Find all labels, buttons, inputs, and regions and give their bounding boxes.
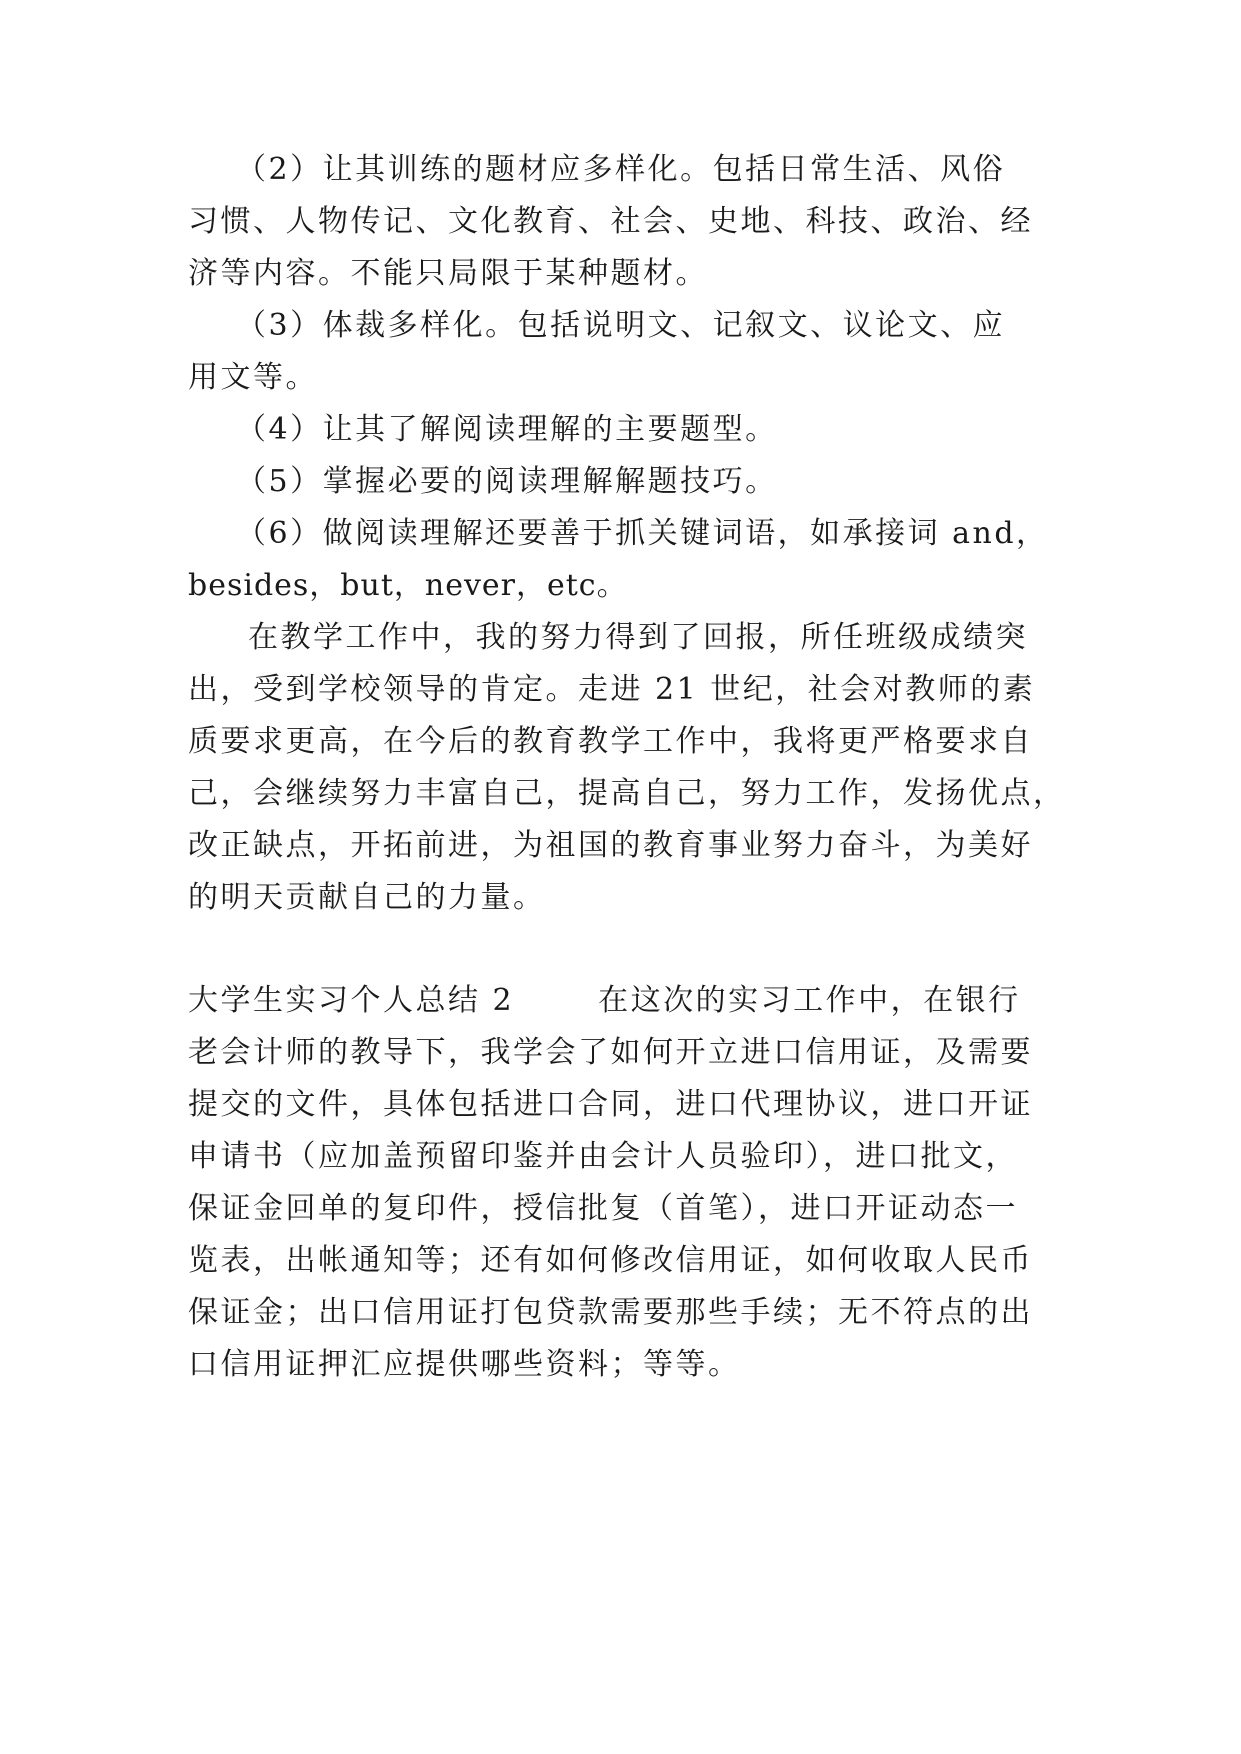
text-line: （3）体裁多样化。包括说明文、记叙文、议论文、应 <box>236 308 1006 343</box>
text-line: 的明天贡献自己的力量。 <box>188 880 546 915</box>
text-line: （5）掌握必要的阅读理解解题技巧。 <box>236 464 778 499</box>
section-2-first-line <box>188 981 1021 1021</box>
text-line: 览表，出帐通知等；还有如何修改信用证，如何收取人民币 <box>188 1243 1033 1278</box>
text-line: besides，but，never，etc。 <box>188 568 628 603</box>
text-line: （4）让其了解阅读理解的主要题型。 <box>236 412 778 447</box>
text-line: 提交的文件，具体包括进口合同，进口代理协议，进口开证 <box>188 1087 1033 1122</box>
text-line: 老会计师的教导下，我学会了如何开立进口信用证，及需要 <box>188 1035 1033 1070</box>
text-line: 改正缺点，开拓前进，为祖国的教育事业努力奋斗，为美好 <box>188 828 1033 863</box>
text-line: 质要求更高，在今后的教育教学工作中，我将更严格要求自 <box>188 724 1033 759</box>
text-line: 在这次的实习工作中，在银行 <box>598 983 1021 1018</box>
text-line: 习惯、人物传记、文化教育、社会、史地、科技、政治、经 <box>188 204 1033 239</box>
text-line: 用文等。 <box>188 360 318 395</box>
text-line: 济等内容。不能只局限于某种题材。 <box>188 256 708 291</box>
text-line: 保证金回单的复印件，授信批复（首笔），进口开证动态一 <box>188 1191 1018 1226</box>
text-line: （6）做阅读理解还要善于抓关键词语，如承接词 and， <box>236 516 1049 551</box>
text-line: 出，受到学校领导的肯定。走进 21 世纪，社会对教师的素 <box>188 672 1036 707</box>
text-line: 在教学工作中，我的努力得到了回报，所任班级成绩突 <box>248 620 1028 655</box>
text-line: 口信用证押汇应提供哪些资料；等等。 <box>188 1347 741 1382</box>
section-title: 大学生实习个人总结 2 <box>188 983 515 1018</box>
text-line: （2）让其训练的题材应多样化。包括日常生活、风俗 <box>236 152 1006 187</box>
text-line: 己，会继续努力丰富自己，提高自己，努力工作，发扬优点， <box>188 776 1066 811</box>
text-line: 申请书（应加盖预留印鉴并由会计人员验印），进口批文， <box>188 1139 1018 1174</box>
text-line: 保证金；出口信用证打包贷款需要那些手续；无不符点的出 <box>188 1295 1033 1330</box>
